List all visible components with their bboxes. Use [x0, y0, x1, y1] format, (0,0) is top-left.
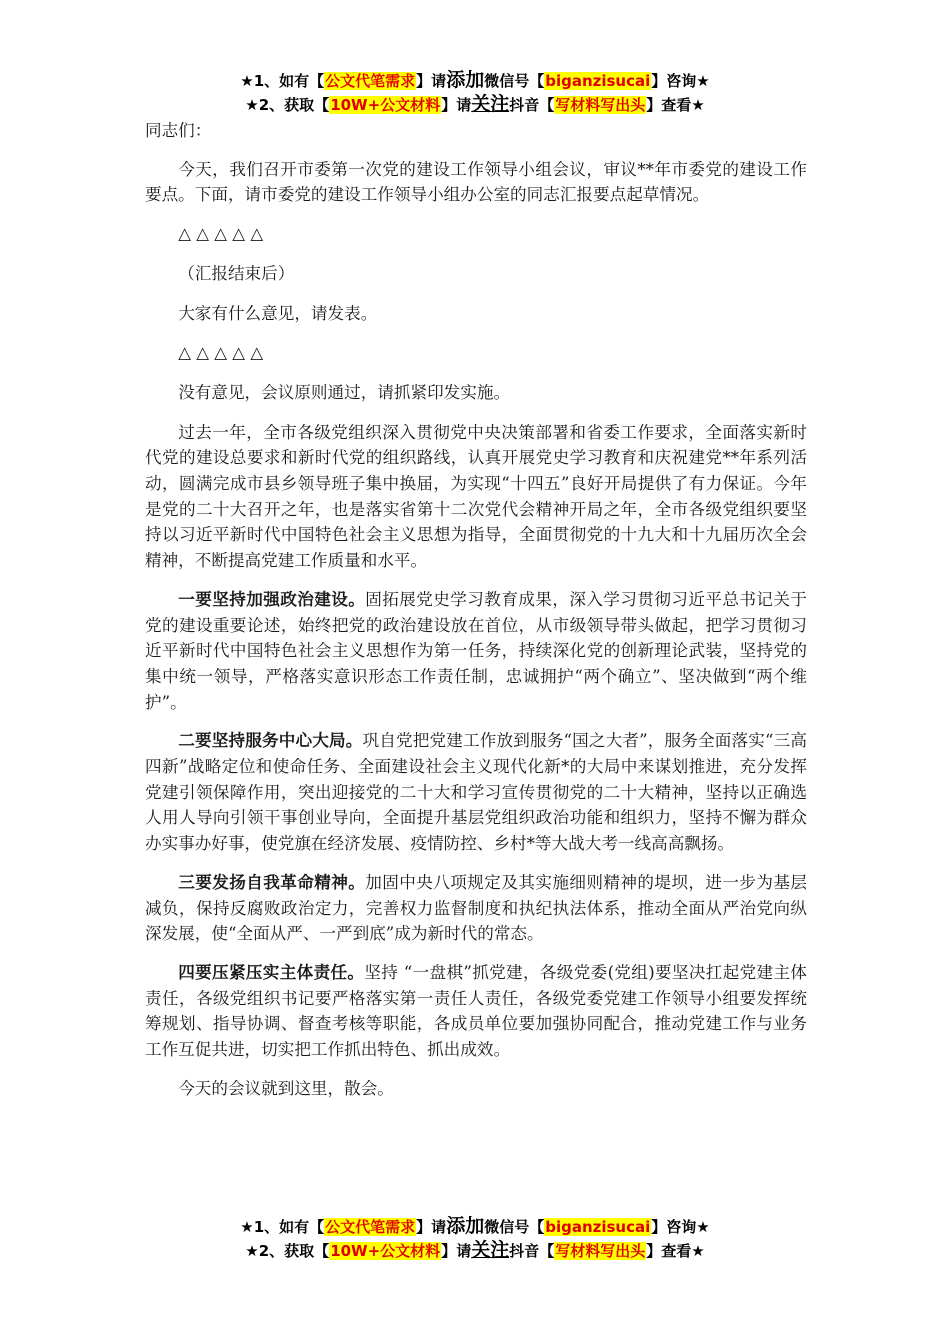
highlight-materials: 10W+公文材料 — [330, 1242, 441, 1260]
highlight-service: 公文代笔需求 — [325, 72, 416, 90]
paragraph-point-4: 四要压紧压实主体责任。坚持 “一盘棋”抓党建，各级党委(党组)要坚决扛起党建主体责任，各级党组织书记要严格落实第一责任人责任，各级党委党建工作领导小组要发挥统筹规划、指导协调、督查考核等职能，各成员单位要加强协同配合，推动党建工作与业务工作互促共进，切实把工作抓出特色、抓出成效。 — [145, 961, 808, 1060]
promo-line-1: ★1、如有【公文代笔需求】请添加微信号【biganzisucai】咨询★ — [240, 69, 710, 91]
paragraph-point-2: 二要坚持服务中心大局。巩自党把党建工作放到服务“国之大者”，服务全面落实“三高四新”战略定位和使命任务、全面建设社会主义现代化新*的大局中来谋划推进，充分发挥党建引领保障作用，突出迎接党的二十大和学习宣传贯彻党的二十大精神，坚持以正确选人用人导向引领干事创业导向，全面提升基层党组织政治功能和组织力，坚持不懈为群众办实事办好事，使党旗在经济发展、疫情防控、乡村*等大战大考一线高高飘扬。 — [145, 730, 807, 854]
triangle-separator: △ △ △ △ △ — [178, 343, 264, 363]
point-heading: 三要发扬自我革命精神。 — [178, 871, 366, 892]
promo-line-2: ★2、获取【10W+公文材料】请关注抖音【写材料写出头】查看★ — [245, 93, 705, 115]
paragraph-point-1: 一要坚持加强政治建设。固拓展党史学习教育成果，深入学习贯彻习近平总书记关于党的建设重要论述，始终把党的政治建设放在首位，从市级领导带头做起，把学习贯彻习近平新时代中国特色社会主义思想作为第一任务，持续深化党的创新理论武装，坚持党的集中统一领导，严格落实意识形态工作责任制，忠诚拥护“两个确立”、坚决做到“两个维护”。 — [145, 588, 808, 712]
paragraph-closing: 今天的会议就到这里，散会。 — [178, 1078, 394, 1098]
promo-line-2: ★2、获取【10W+公文材料】请关注抖音【写材料写出头】查看★ — [245, 1239, 705, 1261]
paragraph-review: 过去一年，全市各级党组织深入贯彻党中央决策部署和省委工作要求，全面落实新时代党的建设总要求和新时代党的组织路线，认真开展党史学习教育和庆祝建党**年系列活动，圆满完成市县乡领导班子集中换届，为实现“十四五”良好开局提供了有力保证。今年是党的二十大召开之年，也是落实省第十二次党代会精神开局之年，全市各级党组织要坚持以习近平新时代中国特色社会主义思想为指导，全面贯彻党的十九大和十九届历次全会精神，不断提高党建工作质量和水平。 — [145, 422, 807, 571]
salutation: 同志们： — [145, 121, 212, 140]
point-heading: 一要坚持加强政治建设。 — [178, 588, 366, 609]
paragraph-point-3: 三要发扬自我革命精神。加固中央八项规定及其实施细则精神的堤坝，进一步为基层减负，保持反腐败政治定力，完善权力监督制度和执纪执法体系，推动全面从严治党向纵深发展，使“全面从严、一严到底”成为新时代的常态。 — [145, 871, 808, 944]
speech-document — [145, 118, 807, 1115]
highlight-wechat-id: biganzisucai — [545, 72, 651, 90]
triangle-separator: △ △ △ △ △ — [178, 224, 264, 244]
paragraph-opening: 今天，我们召开市委第一次党的建设工作领导小组会议，审议**年市委党的建设工作要点。下面，请市委党的建设工作领导小组办公室的同志汇报要点起草情况。 — [145, 159, 807, 205]
highlight-materials: 10W+公文材料 — [330, 96, 441, 114]
highlight-wechat-id: biganzisucai — [545, 1218, 651, 1236]
highlight-service: 公文代笔需求 — [325, 1218, 416, 1236]
point-heading: 二要坚持服务中心大局。 — [178, 730, 363, 751]
paragraph-approval: 没有意见，会议原则通过，请抓紧印发实施。 — [178, 382, 511, 402]
stage-direction: （汇报结束后） — [178, 263, 295, 283]
point-heading: 四要压紧压实主体责任。 — [178, 961, 365, 982]
top-promo-banner — [0, 69, 950, 117]
paragraph-ask-opinions: 大家有什么意见，请发表。 — [178, 303, 378, 323]
highlight-douyin-account: 写材料写出头 — [555, 1242, 646, 1260]
bottom-promo-banner — [0, 1215, 950, 1263]
highlight-douyin-account: 写材料写出头 — [555, 96, 646, 114]
promo-line-1: ★1、如有【公文代笔需求】请添加微信号【biganzisucai】咨询★ — [240, 1215, 710, 1237]
